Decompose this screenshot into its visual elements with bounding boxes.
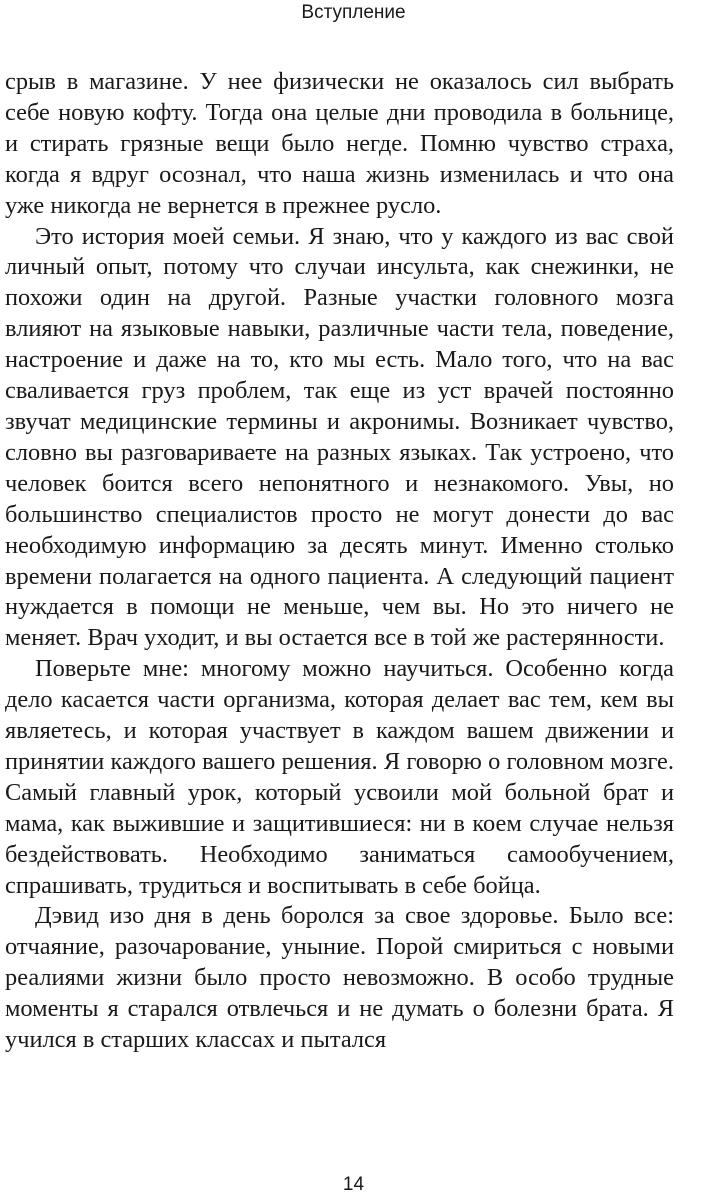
running-header: Вступление (301, 2, 406, 23)
page-number: 14 (342, 1174, 365, 1195)
paragraph: Поверьте мне: многому можно научиться. Особенно когда дело касается части организма, которая делает вас тем, кем вы являетесь, и которая участвует в каждом вашем движении и принятии каждого вашего решения. Я говорю о головном мозге. Самый главный урок, который усвоили мой больной брат и мама, как выжившие и защитившиеся: ни в коем случае нельзя бездействовать. Необходимо заниматься самообучением, спрашивать, трудиться и воспитывать в себе бойца. (5, 655, 674, 899)
paragraph: Дэвид изо дня в день боролся за свое здоровье. Было все: отчаяние, разочарование, уныние. Порой смириться с новыми реалиями жизни было просто невозможно. В особо трудные моменты я старался отвлечься и не думать о болезни брата. Я учился в старших классах и пытался (5, 902, 674, 1054)
paragraph: Это история моей семьи. Я знаю, что у каждого из вас свой личный опыт, потому что случаи инсульта, как снежинки, не похожи один на другой. Разные участки головного мозга влияют на языковые навыки, различные части тела, поведение, настроение и даже на то, кто мы есть. Мало того, что на вас сваливается груз проблем, так еще из уст врачей постоянно звучат медицинские термины и акронимы. Возникает чувство, словно вы разговариваете на разных языках. Так устроено, что человек боится всего непонятного и незнакомого. Увы, но большинство специалистов просто не могут донести до вас необходимую информацию за десять минут. Именно столько времени полагается на одного пациента. А следующий пациент нуждается в помощи не меньше, чем вы. Но это ничего не меняет. Врач уходит, и вы остается все в той же растерянности. (5, 222, 674, 652)
page-body-text (5, 67, 674, 1056)
paragraph-continued: срыв в магазине. У нее физически не оказалось сил выбрать себе новую кофту. Тогда она целые дни проводила в больнице, и стирать грязные вещи было негде. Помню чувство страха, когда я вдруг осознал, что наша жизнь изменилась и что она уже никогда не вернется в прежнее русло. (5, 68, 674, 219)
